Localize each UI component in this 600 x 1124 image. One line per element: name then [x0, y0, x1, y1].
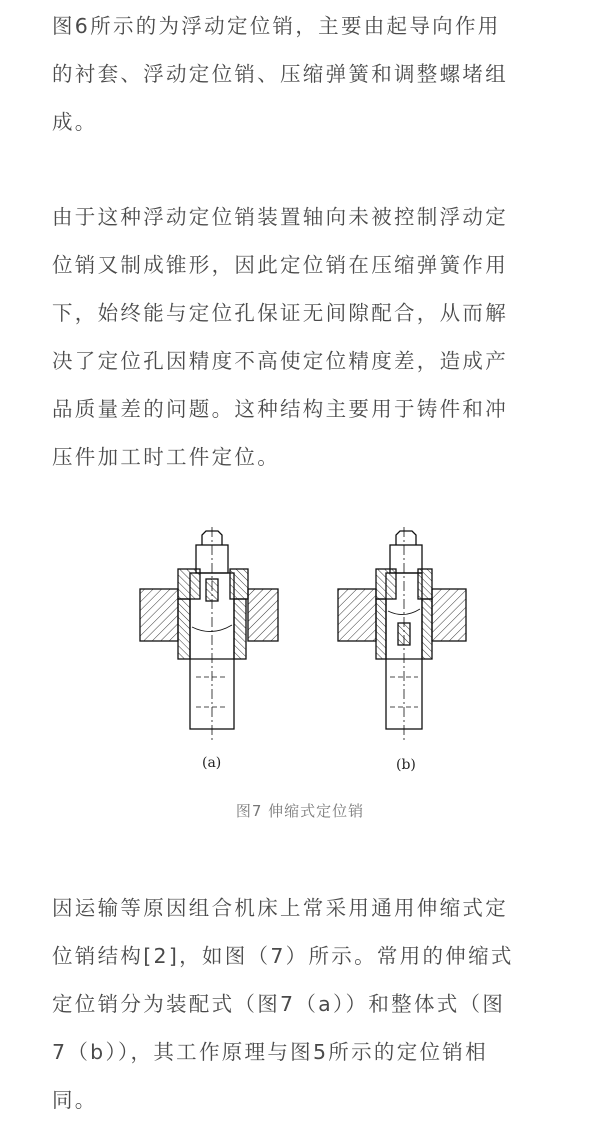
drawing-a [140, 527, 278, 742]
text-line: 同。 [52, 1088, 98, 1112]
text-line: 定位销分为装配式（图7（a））和整体式（图 [52, 992, 506, 1016]
text-line: 位销又制成锥形，因此定位销在压缩弹簧作用 [52, 253, 508, 277]
label-a: (a) [202, 755, 222, 771]
workpiece-left-b [338, 589, 376, 641]
text-line: 品质量差的问题。这种结构主要用于铸件和冲 [52, 397, 508, 421]
text-line: 位销结构[2]，如图（7）所示。常用的伸缩式 [52, 944, 514, 968]
label-b: (b) [396, 757, 416, 773]
figure-telescopic-pin-drawing [130, 527, 470, 777]
text-line: 的衬套、浮动定位销、压缩弹簧和调整螺堵组 [52, 62, 508, 86]
workpiece-right-b [432, 589, 466, 641]
paragraph-telescopic-pin [52, 884, 552, 1124]
text-line: 因运输等原因组合机床上常采用通用伸缩式定 [52, 896, 508, 920]
drawing-b [338, 527, 466, 742]
text-line: 决了定位孔因精度不高使定位精度差，造成产 [52, 349, 508, 373]
workpiece-left-a [140, 589, 178, 641]
text-line: 成。 [52, 110, 98, 134]
pin-tip-b [396, 531, 416, 545]
text-line: 下，始终能与定位孔保证无间隙配合，从而解 [52, 301, 508, 325]
workpiece-right-a [248, 589, 278, 641]
paragraph-floating-pin-intro [52, 2, 552, 146]
text-line: 7（b）），其工作原理与图5所示的定位销相 [52, 1040, 488, 1064]
text-line: 由于这种浮动定位销装置轴向未被控制浮动定 [52, 205, 508, 229]
technical-drawing [130, 527, 470, 777]
text-line: 图6所示的为浮动定位销，主要由起导向作用 [52, 14, 501, 38]
figure-caption: 图7 伸缩式定位销 [235, 802, 365, 820]
text-line: 压件加工时工件定位。 [52, 445, 280, 469]
paragraph-floating-pin-principle [52, 193, 552, 481]
